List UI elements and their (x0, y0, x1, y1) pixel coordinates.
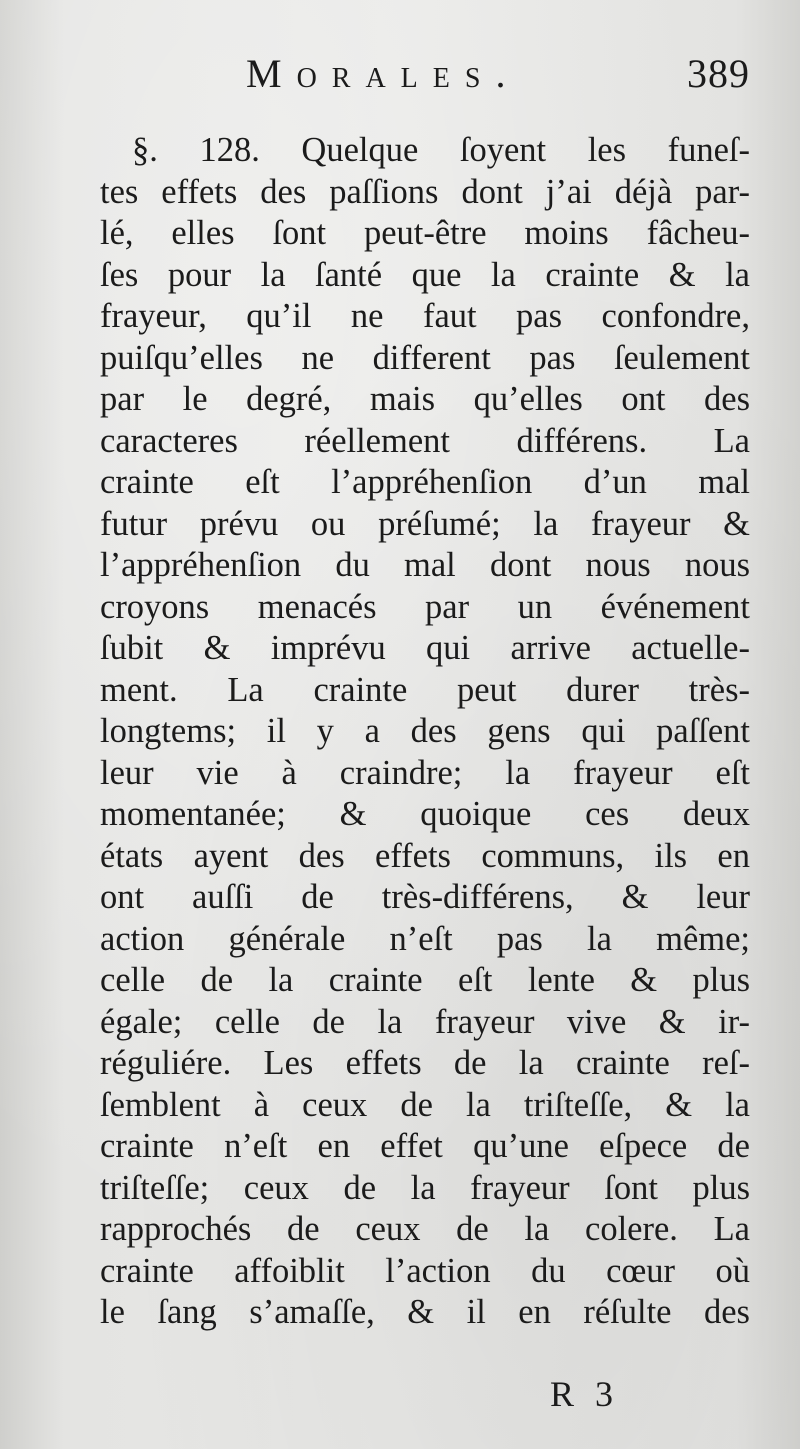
text-line: frayeur, qu’il ne faut pas confondre, (100, 297, 750, 335)
page-number: 389 (687, 51, 750, 96)
text-line: futur prévu ou préſumé; la frayeur & (100, 504, 750, 543)
page-header (0, 44, 800, 104)
text-line: tes effets des paſſions dont j’ai déjà par- (100, 172, 750, 211)
text-line: états ayent des effets communs, ils en (100, 836, 750, 875)
text-line: puiſqu’elles ne different pas ſeulement (100, 338, 750, 377)
text-line: rapprochés de ceux de la colere. La (100, 1210, 750, 1248)
text-line: ſemblent à ceux de la triſteſſe, & la (100, 1085, 750, 1124)
text-line: croyons menacés par un événement (100, 587, 750, 626)
body-text (100, 130, 750, 1334)
text-line: action générale n’eſt pas la même; (100, 919, 750, 958)
text-line: le ſang s’amaſſe, & il en réſulte des (100, 1293, 750, 1331)
text-line: §. 128. Quelque ſoyent les funeſ- (132, 131, 750, 169)
text-line: leur vie à craindre; la frayeur eſt (100, 753, 750, 792)
signature-mark: R 3 (550, 1374, 620, 1414)
text-line: triſteſſe; ceux de la frayeur ſont plus (100, 1168, 750, 1207)
text-line: ſubit & imprévu qui arrive actuelle- (100, 629, 750, 667)
text-line: lé, elles ſont peut-être moins fâcheu- (100, 214, 750, 252)
text-line: longtems; il y a des gens qui paſſent (100, 712, 750, 750)
text-line: celle de la crainte eſt lente & plus (100, 961, 750, 999)
text-line: l’appréhenſion du mal dont nous nous (100, 546, 750, 584)
text-line: ment. La crainte peut durer très- (100, 670, 750, 709)
text-line: par le degré, mais qu’elles ont des (100, 380, 750, 418)
text-line: ſes pour la ſanté que la crainte & la (100, 255, 750, 294)
text-line: crainte n’eſt en effet qu’une eſpece de (100, 1127, 750, 1165)
text-line: crainte affoiblit l’action du cœur où (100, 1251, 750, 1290)
text-line: égale; celle de la frayeur vive & ir- (100, 1002, 750, 1041)
text-line: ont auſſi de très-différens, & leur (100, 878, 750, 916)
text-line: crainte eſt l’appréhenſion d’un mal (100, 463, 750, 501)
text-line: réguliére. Les effets de la crainte reſ- (100, 1044, 750, 1082)
text-line: caracteres réellement différens. La (100, 421, 750, 460)
text-line: momentanée; & quoique ces deux (100, 795, 750, 833)
running-title: Morales. (246, 51, 521, 96)
